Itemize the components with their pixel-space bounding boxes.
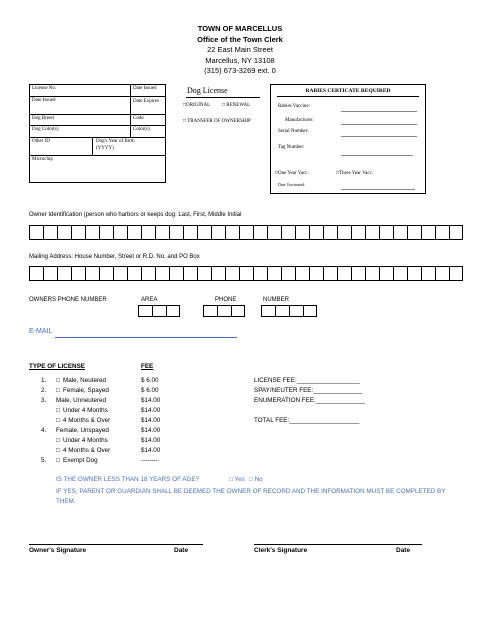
license-row: 3. Male, Unneutered $14.00 — [41, 397, 161, 404]
entry-box[interactable] — [337, 225, 351, 240]
owner-date-label: Date — [174, 547, 189, 554]
owners-phone-label: OWNERS PHONE NUMBER — [29, 297, 107, 303]
license-row[interactable]: □ 4 Months & Over $14.00 — [56, 417, 161, 424]
entry-box[interactable] — [393, 266, 407, 281]
license-types-list — [41, 376, 211, 466]
checkbox-icon: □ — [56, 447, 60, 454]
office-name: Office of the Town Clerk — [197, 34, 283, 44]
entry-box[interactable] — [57, 266, 71, 281]
rabies-certificate-box — [270, 84, 426, 194]
clerk-date-label: Date — [396, 547, 411, 554]
row-other-id[interactable] — [30, 138, 165, 156]
license-row[interactable]: 2. □ Female, Spayed $ 6.00 — [41, 387, 159, 394]
entry-box[interactable] — [127, 225, 141, 240]
entry-box[interactable] — [295, 225, 309, 240]
enumeration-fee-field[interactable]: ENUMERATION FEE:______________ — [254, 397, 365, 404]
total-fee-field[interactable]: TOTAL FEE:____________________ — [254, 417, 360, 424]
phone-number-boxes[interactable] — [261, 305, 317, 317]
office-city: Marcellus, NY 13108 — [205, 55, 275, 65]
checkbox-icon: □ — [56, 377, 60, 384]
row-dog-breed[interactable] — [30, 115, 165, 126]
date-issued-label: Date Issued — [32, 98, 56, 103]
entry-box[interactable] — [365, 266, 379, 281]
dog-colors-label: Dog Color(s) — [32, 127, 59, 132]
entry-box[interactable] — [267, 266, 281, 281]
license-row[interactable]: □ 4 Months & Over $14.00 — [56, 447, 161, 454]
entry-box[interactable] — [183, 266, 197, 281]
entry-box[interactable] — [211, 266, 225, 281]
entry-box[interactable] — [295, 266, 309, 281]
rabies-vaccine-line[interactable] — [341, 111, 417, 112]
entry-box[interactable] — [253, 225, 267, 240]
dog-breed-label: Dog Breed — [32, 116, 54, 121]
age-yes-option[interactable]: □ Yes — [229, 476, 245, 483]
original-checkbox-icon[interactable]: □ — [183, 103, 187, 108]
checkbox-icon: □ — [56, 417, 60, 424]
entry-box[interactable] — [449, 266, 463, 281]
entry-box[interactable] — [183, 225, 197, 240]
entry-box[interactable] — [379, 266, 393, 281]
license-row[interactable]: □ Under 4 Months $14.00 — [56, 437, 161, 444]
code-label: Code — [133, 116, 144, 121]
entry-box[interactable] — [261, 305, 275, 317]
phone-label: PHONE — [215, 297, 237, 303]
entry-box[interactable] — [281, 225, 295, 240]
entry-box[interactable] — [449, 225, 463, 240]
renewal-checkbox-icon[interactable]: □ — [222, 103, 226, 108]
dog-info-table — [29, 84, 166, 183]
one-year-checkbox-icon[interactable]: □ — [275, 171, 279, 176]
entry-box[interactable] — [351, 266, 365, 281]
manufacturer-label: Manufacturer: — [285, 118, 314, 123]
entry-box[interactable] — [217, 305, 231, 317]
checkbox-icon: □ — [56, 387, 60, 394]
owner-id-boxes[interactable] — [29, 225, 463, 240]
license-no-label: License No. — [32, 86, 57, 91]
mailing-address-label: Mailing Address: House Number, Street or R.D. No. and PO Box — [29, 254, 200, 260]
entry-box[interactable] — [197, 266, 211, 281]
rabies-vaccine-label: Rabies Vaccine: — [278, 104, 310, 109]
entry-box[interactable] — [239, 266, 253, 281]
entry-box[interactable] — [323, 225, 337, 240]
entry-box[interactable] — [169, 225, 183, 240]
three-year-option[interactable]: □Three Year Vacc. — [336, 171, 374, 176]
entry-box[interactable] — [141, 266, 155, 281]
fee-header: FEE — [141, 363, 154, 370]
entry-box[interactable] — [166, 305, 180, 317]
license-row[interactable]: □ Under 4 Months $14.00 — [56, 407, 161, 414]
entry-box[interactable] — [225, 225, 239, 240]
row-microchip[interactable] — [30, 156, 165, 183]
entry-box[interactable] — [57, 225, 71, 240]
entry-box[interactable] — [113, 266, 127, 281]
entry-box[interactable] — [85, 225, 99, 240]
entry-box[interactable] — [275, 305, 289, 317]
owner-signature-line[interactable] — [29, 544, 203, 545]
entry-box[interactable] — [435, 266, 449, 281]
age-question: IS THE OWNER LESS THAN 18 YEARS OF AGE? — [56, 476, 200, 483]
row-dog-colors[interactable] — [30, 126, 165, 138]
guardian-note: IF YES, PARENT OR GUARDIAN SHALL BE DEEMED THE OWNER OF RECORD AND THE INFORMATION MUST BE COMPLETED BY THEM. — [56, 488, 446, 505]
entry-box[interactable] — [289, 305, 303, 317]
entry-box[interactable] — [29, 225, 43, 240]
row-date-issued[interactable] — [30, 97, 165, 115]
transfer-checkbox-icon[interactable]: □ — [183, 119, 187, 124]
entry-box[interactable] — [351, 225, 365, 240]
entry-box[interactable] — [309, 225, 323, 240]
office-street: 22 East Main Street — [207, 45, 273, 54]
entry-box[interactable] — [407, 225, 421, 240]
entry-box[interactable] — [407, 266, 421, 281]
rabies-title: RABIES CERTICATE REQUIRED — [305, 88, 391, 94]
entry-box[interactable] — [309, 266, 323, 281]
entry-box[interactable] — [239, 225, 253, 240]
tag-number-line[interactable] — [341, 155, 413, 156]
date-issued-label-right: Date Issued — [133, 86, 157, 91]
type-of-license-header: TYPE OF LICENSE — [29, 363, 85, 370]
owner-signature-label: Owner's Signature — [29, 547, 87, 554]
email-label: E-MAIL — [29, 328, 53, 335]
entry-box[interactable] — [225, 266, 239, 281]
entry-box[interactable] — [113, 225, 127, 240]
entry-box[interactable] — [365, 225, 379, 240]
date-vaccinated-line[interactable] — [341, 189, 415, 190]
entry-box[interactable] — [281, 266, 295, 281]
entry-box[interactable] — [155, 225, 169, 240]
spay-neuter-fee-field[interactable]: SPAY/NEUTER FEE:______________ — [254, 387, 363, 394]
serial-number-label: Serial Number: — [278, 129, 309, 134]
row-license-no[interactable] — [30, 85, 165, 97]
license-row[interactable]: 5. □ Exempt Dog -------- — [41, 457, 158, 464]
colors-label: Color(s) — [133, 127, 150, 132]
number-label: NUMBER — [263, 297, 290, 303]
three-year-checkbox-icon[interactable]: □ — [336, 171, 340, 176]
entry-box[interactable] — [43, 266, 57, 281]
clerk-signature-label: Clerk's Signature — [254, 547, 308, 554]
checkbox-icon: □ — [56, 457, 60, 464]
entry-box[interactable] — [99, 225, 113, 240]
entry-box[interactable] — [71, 266, 85, 281]
entry-box[interactable] — [211, 225, 225, 240]
age-no-option[interactable]: □ No — [249, 476, 263, 483]
transfer-option[interactable]: □ TRANSFER OF OWNERSHIP — [183, 119, 251, 124]
entry-box[interactable] — [267, 225, 281, 240]
license-row[interactable]: 1. □ Male, Neutered $ 6.00 — [41, 377, 159, 384]
serial-number-line[interactable] — [341, 136, 417, 137]
other-id-label: Other ID — [32, 139, 50, 144]
manufacturer-line[interactable] — [341, 124, 417, 125]
entry-box[interactable] — [43, 225, 57, 240]
entry-box[interactable] — [323, 266, 337, 281]
entry-box[interactable] — [435, 225, 449, 240]
mailing-address-boxes[interactable] — [29, 266, 463, 281]
entry-box[interactable] — [379, 225, 393, 240]
entry-box[interactable] — [303, 305, 317, 317]
owner-id-label: Owner Identification (person who harbors or keeps dog: Last, First, Middle Initial — [29, 212, 242, 218]
entry-box[interactable] — [421, 225, 435, 240]
entry-box[interactable] — [152, 305, 166, 317]
office-phone: (315) 673-3269 ext. 0 — [204, 66, 276, 75]
renewal-option[interactable]: □ RENEWAL — [222, 103, 251, 108]
email-line[interactable] — [55, 337, 237, 338]
entry-box[interactable] — [138, 305, 152, 317]
checkbox-icon: □ — [56, 437, 60, 444]
entry-box[interactable] — [85, 266, 99, 281]
entry-box[interactable] — [99, 266, 113, 281]
clerk-signature-line[interactable] — [254, 544, 422, 545]
entry-box[interactable] — [155, 266, 169, 281]
area-label: AREA — [141, 297, 158, 303]
microchip-label: Microchip — [32, 157, 53, 162]
town-name: TOWN OF MARCELLUS — [197, 24, 283, 33]
entry-box[interactable] — [197, 225, 211, 240]
date-expires-label: Date Expires — [133, 99, 159, 104]
checkbox-icon: □ — [56, 407, 60, 414]
area-code-boxes[interactable] — [138, 305, 180, 317]
entry-box[interactable] — [393, 225, 407, 240]
one-year-option[interactable]: □One Year Vacc. — [275, 171, 309, 176]
entry-box[interactable] — [71, 225, 85, 240]
tag-number-label: Tag Number: — [278, 145, 305, 150]
header — [0, 24, 480, 77]
dog-license-rule — [186, 97, 260, 98]
entry-box[interactable] — [169, 266, 183, 281]
entry-box[interactable] — [231, 305, 245, 317]
date-vaccinated-label: Date Vaccinated: — [278, 182, 306, 187]
yes-checkbox-icon[interactable]: □ — [229, 476, 233, 483]
entry-box[interactable] — [127, 266, 141, 281]
license-fee-field[interactable]: LICENSE FEE:__________________ — [254, 377, 360, 384]
entry-box[interactable] — [253, 266, 267, 281]
entry-box[interactable] — [29, 266, 43, 281]
entry-box[interactable] — [337, 266, 351, 281]
yyyy-label: (YYYY) — [96, 146, 114, 151]
phone-prefix-boxes[interactable] — [203, 305, 245, 317]
entry-box[interactable] — [141, 225, 155, 240]
entry-box[interactable] — [421, 266, 435, 281]
year-of-birth-label: Dog's Year of Birth — [96, 139, 135, 144]
original-option[interactable]: □ORIGINAL — [183, 103, 211, 108]
no-checkbox-icon[interactable]: □ — [249, 476, 253, 483]
license-row: 4. Female, Unspayed $14.00 — [41, 427, 161, 434]
dog-license-title: Dog License — [187, 86, 228, 95]
entry-box[interactable] — [203, 305, 217, 317]
